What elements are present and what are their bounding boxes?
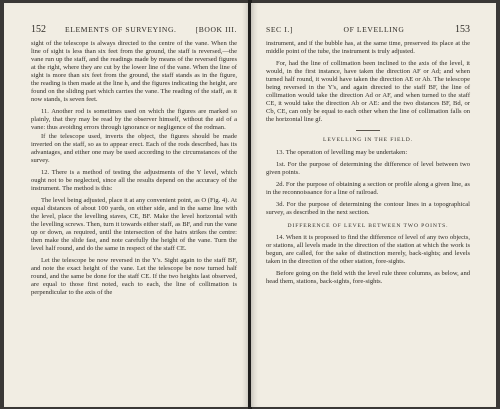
left-page-header [31, 24, 237, 36]
paragraph: 11. Another rod is sometimes used on which the figures are marked so plainly, that they may be read by the observer himself, without the aid of a vane: thus avoiding errors through ignorance or negligence of the rodman. [31, 108, 237, 132]
paragraph: For, had the line of collimation been inclined to the axis of the level, it would, in the first instance, have taken the direction AF or Ad; and when turned half round, it would have taken the direction AE or Ab. The telescope being reversed in the Y's, and again directed to the staff BF, the line of collimation would take the direction Ad or AF, and when turned to the staff CE, it would take the direction Ab or AE: and the two distances BF, Bd, or Cb, CE, can only be equal to each other when the line of collimation falls on the horizontal line gf. [266, 60, 470, 124]
paragraph: 13. The operation of levelling may be undertaken: [276, 148, 408, 156]
right-page [251, 3, 496, 407]
paragraph: Before going on the field with the level rule three columns, as below, and head them, stations, back-sights, fore-sights. [266, 270, 470, 286]
left-page-body [31, 40, 237, 297]
left-book-ref: [BOOK III. [195, 25, 237, 34]
paragraph: sight of the telescope is always directed to the centre of the vane. When the line of sight is less than six feet from the ground, the staff is reversed,—the vane run up the staff, and the readings made by means of the reversed figures at the right, where they are cut by the lower line of the vane. When the line of sight is more than six feet from the ground, the staff stands as in the figure, the reading is then made at the line h, and the figures indicating the height, are found on the sliding part which carries the vane. The reading of the staff, as it now stands, is seven feet. [31, 40, 237, 104]
paragraph: 1st. For the purpose of determining the difference of level between two given points. [266, 160, 470, 176]
left-running-head: ELEMENTS OF SURVEYING. [65, 25, 177, 34]
right-running-head: OF LEVELLING [343, 25, 405, 34]
section-heading: LEVELLING IN THE FIELD. [323, 137, 413, 144]
paragraph: 2d. For the purpose of obtaining a section or profile along a given line, as in the reconnoissance for a line of railroad. [266, 180, 470, 196]
paragraph: 3d. For the purpose of determining the contour lines in a topographical survey, as described in the next section. [266, 200, 470, 216]
section-heading: DIFFERENCE OF LEVEL BETWEEN TWO POINTS. [287, 222, 449, 229]
left-page [4, 3, 249, 407]
right-section-ref: SEC I.] [266, 25, 293, 34]
right-page-header [266, 24, 470, 36]
section-rule [356, 130, 380, 131]
left-page-number: 152 [31, 24, 46, 35]
right-page-body [266, 40, 470, 286]
paragraph: instrument, and if the bubble has, at the same time, preserved its place at the middle point of the tube, the instrument is truly adjusted. [266, 40, 470, 56]
paragraph: 14. When it is proposed to find the difference of level of any two objects, or stations, all levels made in the direction of the station at which the work is begun, are called, for the sake of distinction merely, back-sights; and levels taken in the direction of the other station, fore-sights. [266, 233, 470, 266]
right-page-number: 153 [455, 24, 470, 35]
paragraph: If the telescope used, inverts the object, the figures should be made inverted on the staff, so as to appear erect. Each of the rods described, has its advantages, and either one may be used according to the circumstances of the survey. [31, 132, 237, 164]
paragraph: 12. There is a method of testing the adjustments of the Y level, which ought not to be neglected, since all the results depend on the accuracy of the instrument. The method is this: [31, 168, 237, 192]
paragraph: The level being adjusted, place it at any convenient point, as O (Fig. 4). At equal distances of about 100 yards, on either side, and in the same line with the level, place the levelling staves, CE, BF. Make the level horizontal with the levelling screws. Then, turn it towards either staff, as BF, and run the vane up or down, as required, until the intersection of the hairs strikes the centre: then make the slide fast, and note carefully the height of the vane. Turn the level half round, and do the same in respect of the staff CE. [31, 196, 237, 253]
paragraph: Let the telescope be now reversed in the Y's. Sight again to the staff BF, and note the exact height of the vane. Let the telescope be now turned half round, and the same be done for the staff CE. If the two heights last observed, are equal to those first noted, each to each, the line of collimation is perpendicular to the axis of the [31, 257, 237, 297]
